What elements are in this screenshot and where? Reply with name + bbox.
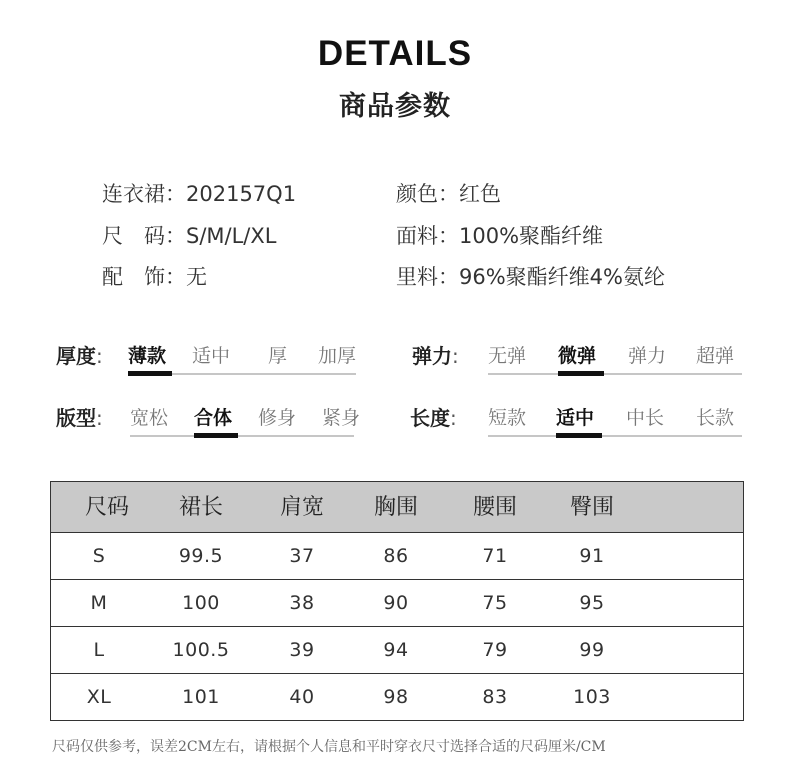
spec-dress-code (102, 178, 296, 208)
spec-value: 无 (186, 265, 207, 289)
length-selected-marker (556, 433, 602, 438)
length-scale-track (488, 435, 742, 437)
thickness-selected-marker (128, 371, 172, 376)
table-cell: 75 (482, 592, 508, 614)
header-dress-length: 裙长 (178, 495, 224, 520)
elasticity-selected-marker (558, 371, 604, 376)
elasticity-label: 弹力: (412, 344, 459, 368)
table-cell: M (90, 592, 108, 614)
table-cell: 38 (289, 592, 315, 614)
table-cell: S (92, 545, 106, 567)
elasticity-option-2: 微弹 (558, 345, 597, 367)
table-row (51, 627, 743, 674)
spec-label: 配 饰： (102, 265, 186, 289)
table-row (51, 674, 743, 721)
fit-selected-marker (194, 433, 238, 438)
spec-fabric (396, 220, 603, 250)
spec-label: 连衣裙： (102, 182, 186, 206)
table-row (51, 580, 743, 627)
table-cell: 99 (579, 639, 605, 661)
spec-label: 面料： (396, 224, 459, 248)
table-cell: 101 (182, 686, 220, 708)
thickness-scale (128, 341, 356, 377)
table-cell: L (93, 639, 105, 661)
header-size: 尺码 (84, 495, 130, 520)
table-cell: 37 (289, 545, 315, 567)
table-cell: 98 (383, 686, 409, 708)
length-option-4: 长款 (696, 407, 735, 429)
spec-value: 红色 (459, 182, 501, 206)
size-table (50, 481, 744, 721)
table-header-row (51, 482, 743, 533)
spec-color (396, 178, 501, 208)
table-cell: 100.5 (172, 639, 230, 661)
header-bust: 胸围 (373, 495, 419, 520)
thickness-option-4: 加厚 (318, 345, 357, 367)
table-cell: 79 (482, 639, 508, 661)
table-cell: 91 (579, 545, 605, 567)
table-cell: 40 (289, 686, 315, 708)
elasticity-option-4: 超弹 (696, 345, 735, 367)
spec-accessory (102, 261, 207, 291)
length-scale (488, 403, 742, 439)
fit-label: 版型: (56, 406, 103, 430)
fit-option-1: 宽松 (130, 407, 169, 429)
spec-label: 里料： (396, 265, 459, 289)
elasticity-scale (488, 341, 742, 377)
elasticity-option-3: 弹力 (628, 345, 667, 367)
header-shoulder: 肩宽 (279, 495, 325, 520)
header-hip: 臀围 (569, 495, 615, 520)
table-cell: XL (86, 686, 112, 708)
spec-label: 颜色： (396, 182, 459, 206)
length-option-2: 适中 (556, 407, 595, 429)
spec-value: 96%聚酯纤维4%氨纶 (459, 265, 665, 289)
table-cell: 94 (383, 639, 409, 661)
table-cell: 100 (182, 592, 220, 614)
table-cell: 71 (482, 545, 508, 567)
spec-size (102, 220, 276, 250)
table-cell: 83 (482, 686, 508, 708)
fit-option-4: 紧身 (322, 407, 361, 429)
spec-label: 尺 码： (102, 224, 186, 248)
title-en: DETAILS (317, 34, 473, 73)
spec-value: S/M/L/XL (186, 224, 277, 248)
fit-scale-track (130, 435, 354, 437)
length-option-3: 中长 (626, 407, 665, 429)
size-footnote: 尺码仅供参考，误差2CM左右，请根据个人信息和平时穿衣尺寸选择合适的尺码厘米/CM (52, 739, 606, 755)
table-cell: 95 (579, 592, 605, 614)
spec-lining (396, 261, 665, 291)
thickness-label: 厚度: (56, 344, 103, 368)
thickness-option-2: 适中 (192, 345, 231, 367)
header-waist: 腰围 (472, 495, 518, 520)
fit-option-3: 修身 (258, 407, 297, 429)
thickness-option-3: 厚 (268, 345, 288, 367)
table-cell: 86 (383, 545, 409, 567)
table-cell: 90 (383, 592, 409, 614)
elasticity-scale-track (488, 373, 742, 375)
title-cn: 商品参数 (339, 91, 451, 122)
table-row (51, 533, 743, 580)
length-option-1: 短款 (488, 407, 527, 429)
elasticity-option-1: 无弹 (488, 345, 527, 367)
table-cell: 39 (289, 639, 315, 661)
spec-value: 100%聚酯纤维 (459, 224, 604, 248)
spec-value: 202157Q1 (186, 182, 297, 206)
table-cell: 103 (573, 686, 611, 708)
fit-scale (130, 403, 361, 439)
length-label: 长度: (410, 406, 457, 430)
table-cell: 99.5 (178, 545, 224, 567)
thickness-option-1: 薄款 (128, 345, 167, 367)
fit-option-2: 合体 (194, 407, 233, 429)
